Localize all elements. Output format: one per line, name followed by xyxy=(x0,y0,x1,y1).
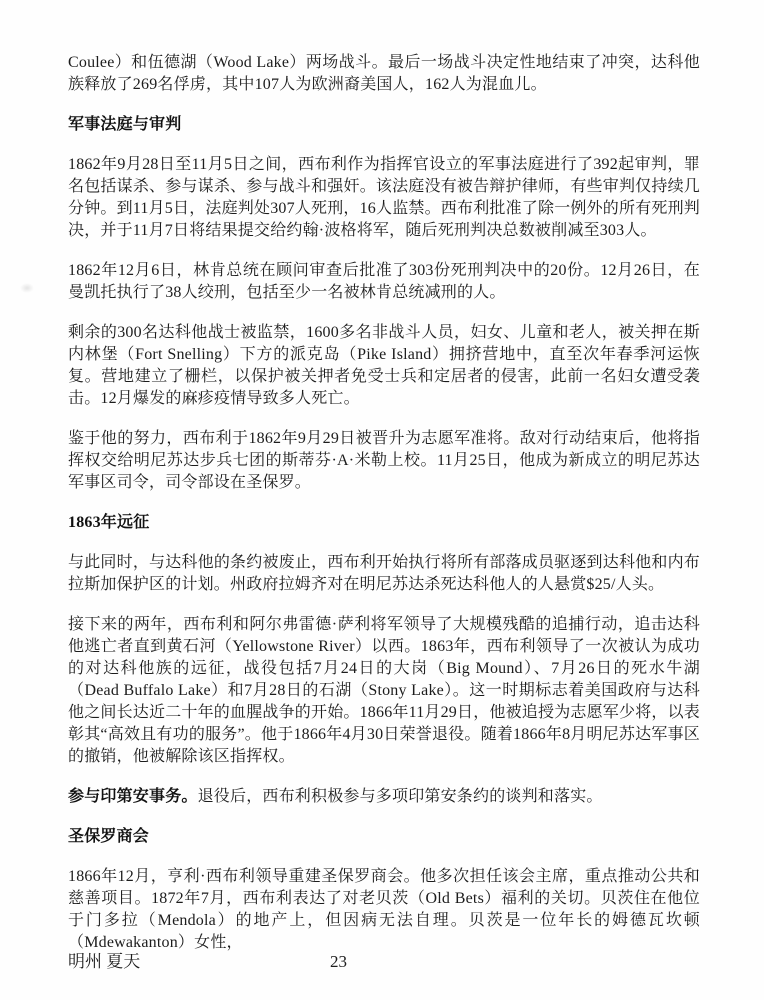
paragraph-indian-affairs xyxy=(68,786,700,808)
page-footer xyxy=(68,950,700,974)
section-heading-1863-expedition: 1863年远征 xyxy=(68,514,150,531)
paragraph-expedition-campaigns: 接下来的两年，西布利和阿尔弗雷德·萨利将军领导了大规模残酷的追捕行动，追击达科他逃亡者直到黄石河（Yellowstone River）以西。1863年，西布利领导了一次被认为成功的对达科他族的远征，战役包括7月24日的大岗（Big Mound）、7月26日的死水牛湖（Dead Buffalo Lake）和7月28日的石湖（Stony Lake）。这一时期标志着美国政府与达科他之间长达近二十年的血腥战争的开始。1866年11月29日，他被追授为志愿军少将，以表彰其“高效且有功的服务”。他于1866年4月30日荣誉退役。随着1866年8月明尼苏达军事区的撤销，他被解除该区指挥权。 xyxy=(68,616,701,765)
paragraph-indian-affairs-text: 退役后，西布利积极参与多项印第安条约的谈判和落实。 xyxy=(197,788,603,805)
paragraph-lincoln-review: 1862年12月6日，林肯总统在顾问审查后批准了303份死刑判决中的20份。12月26日，在曼凯托执行了38人绞刑，包括至少一名被林肯总统减刑的人。 xyxy=(68,262,700,301)
paragraph-chamber-of-commerce: 1866年12月，亨利·西布利领导重建圣保罗商会。他多次担任该会主席，重点推动公共和慈善项目。1872年7月，西布利表达了对老贝茨（Old Bets）福利的关切。贝茨住在他位于门多拉（Mendola）的地产上，但因病无法自理。贝茨是一位年长的姆德瓦坎顿（Mdewakanton）女性， xyxy=(68,868,700,951)
paragraph-promotion: 鉴于他的努力，西布利于1862年9月29日被晋升为志愿军准将。敌对行动结束后，他将指挥权交给明尼苏达步兵七团的斯蒂芬·A·米勒上校。11月25日，他成为新成立的明尼苏达军事区司令，司令部设在圣保罗。 xyxy=(68,430,700,491)
scan-artifact xyxy=(20,283,34,293)
footer-running-title: 明州 夏天 xyxy=(68,952,141,971)
paragraph-treaty-abrogation: 与此同时，与达科他的条约被废止，西布利开始执行将所有部落成员驱逐到达科他和内布拉斯加保护区的计划。州政府拉姆齐对在明尼苏达杀死达科他人的人悬赏$25/人头。 xyxy=(68,554,700,593)
paragraph-internment-camp: 剩余的300名达科他战士被监禁，1600多名非战斗人员，妇女、儿童和老人，被关押在斯内林堡（Fort Snelling）下方的派克岛（Pike Island）拥挤营地中，直至次年春季河运恢复。营地建立了栅栏，以保护被关押者免受士兵和定居者的侵害，此前一名妇女遭受袭击。12月爆发的麻疹疫情导致多人死亡。 xyxy=(68,324,700,407)
bold-lead-indian-affairs: 参与印第安事务。 xyxy=(68,788,198,805)
section-heading-military-court: 军事法庭与审判 xyxy=(68,116,182,133)
document-body xyxy=(68,52,700,972)
section-heading-chamber-of-commerce: 圣保罗商会 xyxy=(68,828,150,845)
paragraph-trials: 1862年9月28日至11月5日之间，西布利作为指挥官设立的军事法庭进行了392起审判，罪名包括谋杀、参与谋杀、参与战斗和强奸。该法庭没有被告辩护律师，有些审判仅持续几分钟。到11月5日，法庭判处307人死刑，16人监禁。西布利批准了除一例外的所有死刑判决，并于11月7日将结果提交给约翰·波格将军，随后死刑判决总数被削减至303人。 xyxy=(68,156,701,239)
paragraph-battles-conclusion: Coulee）和伍德湖（Wood Lake）两场战斗。最后一场战斗决定性地结束了冲突，达科他族释放了269名俘虏，其中107人为欧洲裔美国人，162人为混血儿。 xyxy=(68,54,700,93)
footer-page-number: 23 xyxy=(330,952,347,971)
